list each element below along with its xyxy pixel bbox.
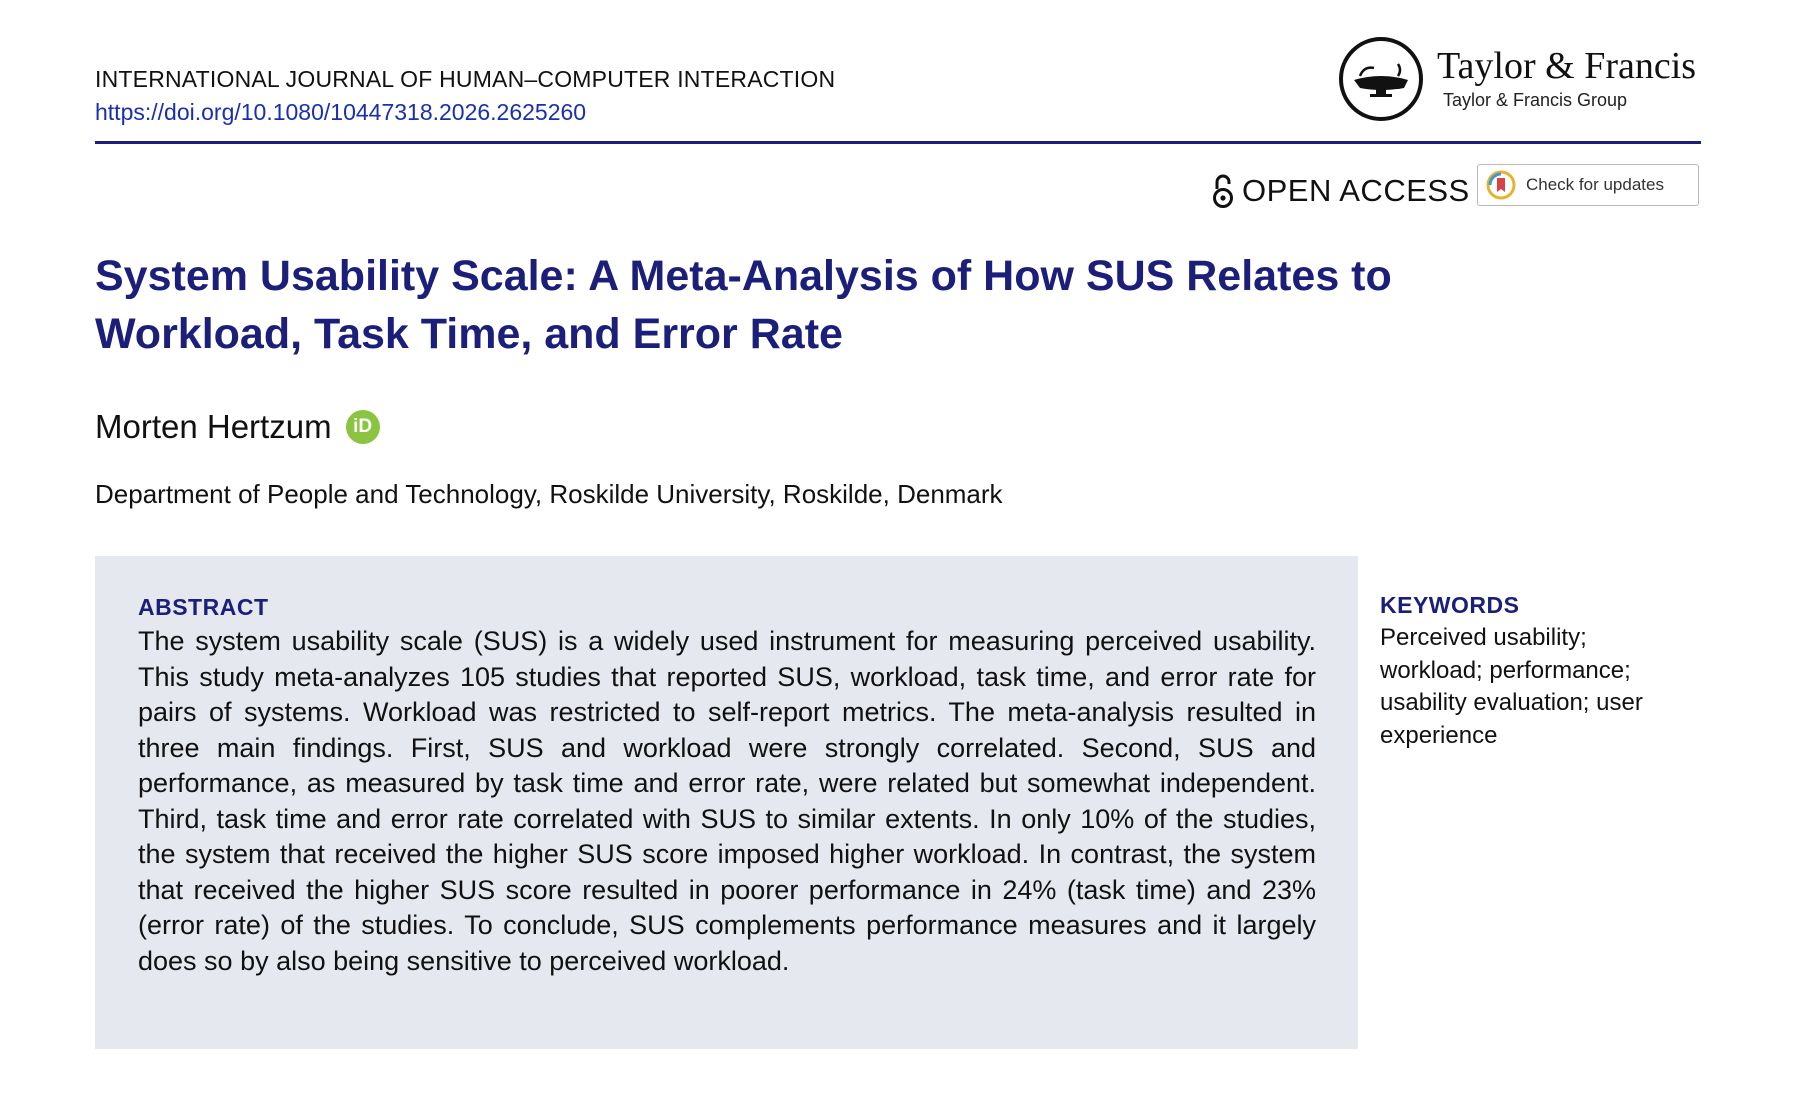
open-access-label: OPEN ACCESS bbox=[1242, 173, 1470, 208]
check-for-updates-button[interactable] bbox=[1477, 164, 1699, 206]
publisher-name: Taylor & Francis bbox=[1437, 45, 1697, 87]
paper-title: System Usability Scale: A Meta-Analysis of How SUS Relates to Workload, Task Time, and Error Rate bbox=[95, 252, 1392, 358]
header-divider bbox=[95, 141, 1701, 144]
abstract-text: The system usability scale (SUS) is a widely used instrument for measuring perceived usability. This study meta-analyzes 105 studies that reported SUS, workload, task time, and error rate for pairs of systems. Workload was restricted to self-report metrics. The meta-analysis resulted in three main findings. First, SUS and workload were strongly correlated. Second, SUS and performance, as measured by task time and error rate, were related but somewhat independent. Third, task time and error rate correlated with SUS to similar extents. In only 10% of the studies, the system that received the higher SUS score imposed higher workload. In contrast, the system that received the higher SUS score resulted in poorer performance in 24% (task time) and 23% (error rate) of the studies. To conclude, SUS complements performance measures and it largely does so by also being sensitive to perceived workload. bbox=[138, 626, 1316, 976]
publisher-group: Taylor & Francis Group bbox=[1443, 90, 1628, 110]
lamp-logo-icon bbox=[1338, 36, 1424, 122]
author-affiliation: Department of People and Technology, Roskilde University, Roskilde, Denmark bbox=[95, 479, 1003, 509]
open-access-badge bbox=[1212, 173, 1470, 209]
crossmark-icon bbox=[1486, 170, 1516, 200]
keywords-heading: KEYWORDS bbox=[1380, 592, 1520, 618]
doi-link[interactable]: https://doi.org/10.1080/10447318.2026.2625260 bbox=[95, 99, 587, 125]
author-name: Morten Hertzum bbox=[95, 408, 332, 445]
author-row bbox=[95, 408, 380, 446]
journal-name: INTERNATIONAL JOURNAL OF HUMAN–COMPUTER INTERACTION bbox=[95, 66, 836, 92]
orcid-icon[interactable]: iD bbox=[346, 410, 380, 444]
check-for-updates-label: Check for updates bbox=[1526, 175, 1664, 194]
keywords-list: Perceived usability; workload; performance; usability evaluation; user experience bbox=[1380, 624, 1643, 749]
abstract-heading: ABSTRACT bbox=[138, 594, 269, 620]
open-lock-icon bbox=[1212, 173, 1234, 209]
